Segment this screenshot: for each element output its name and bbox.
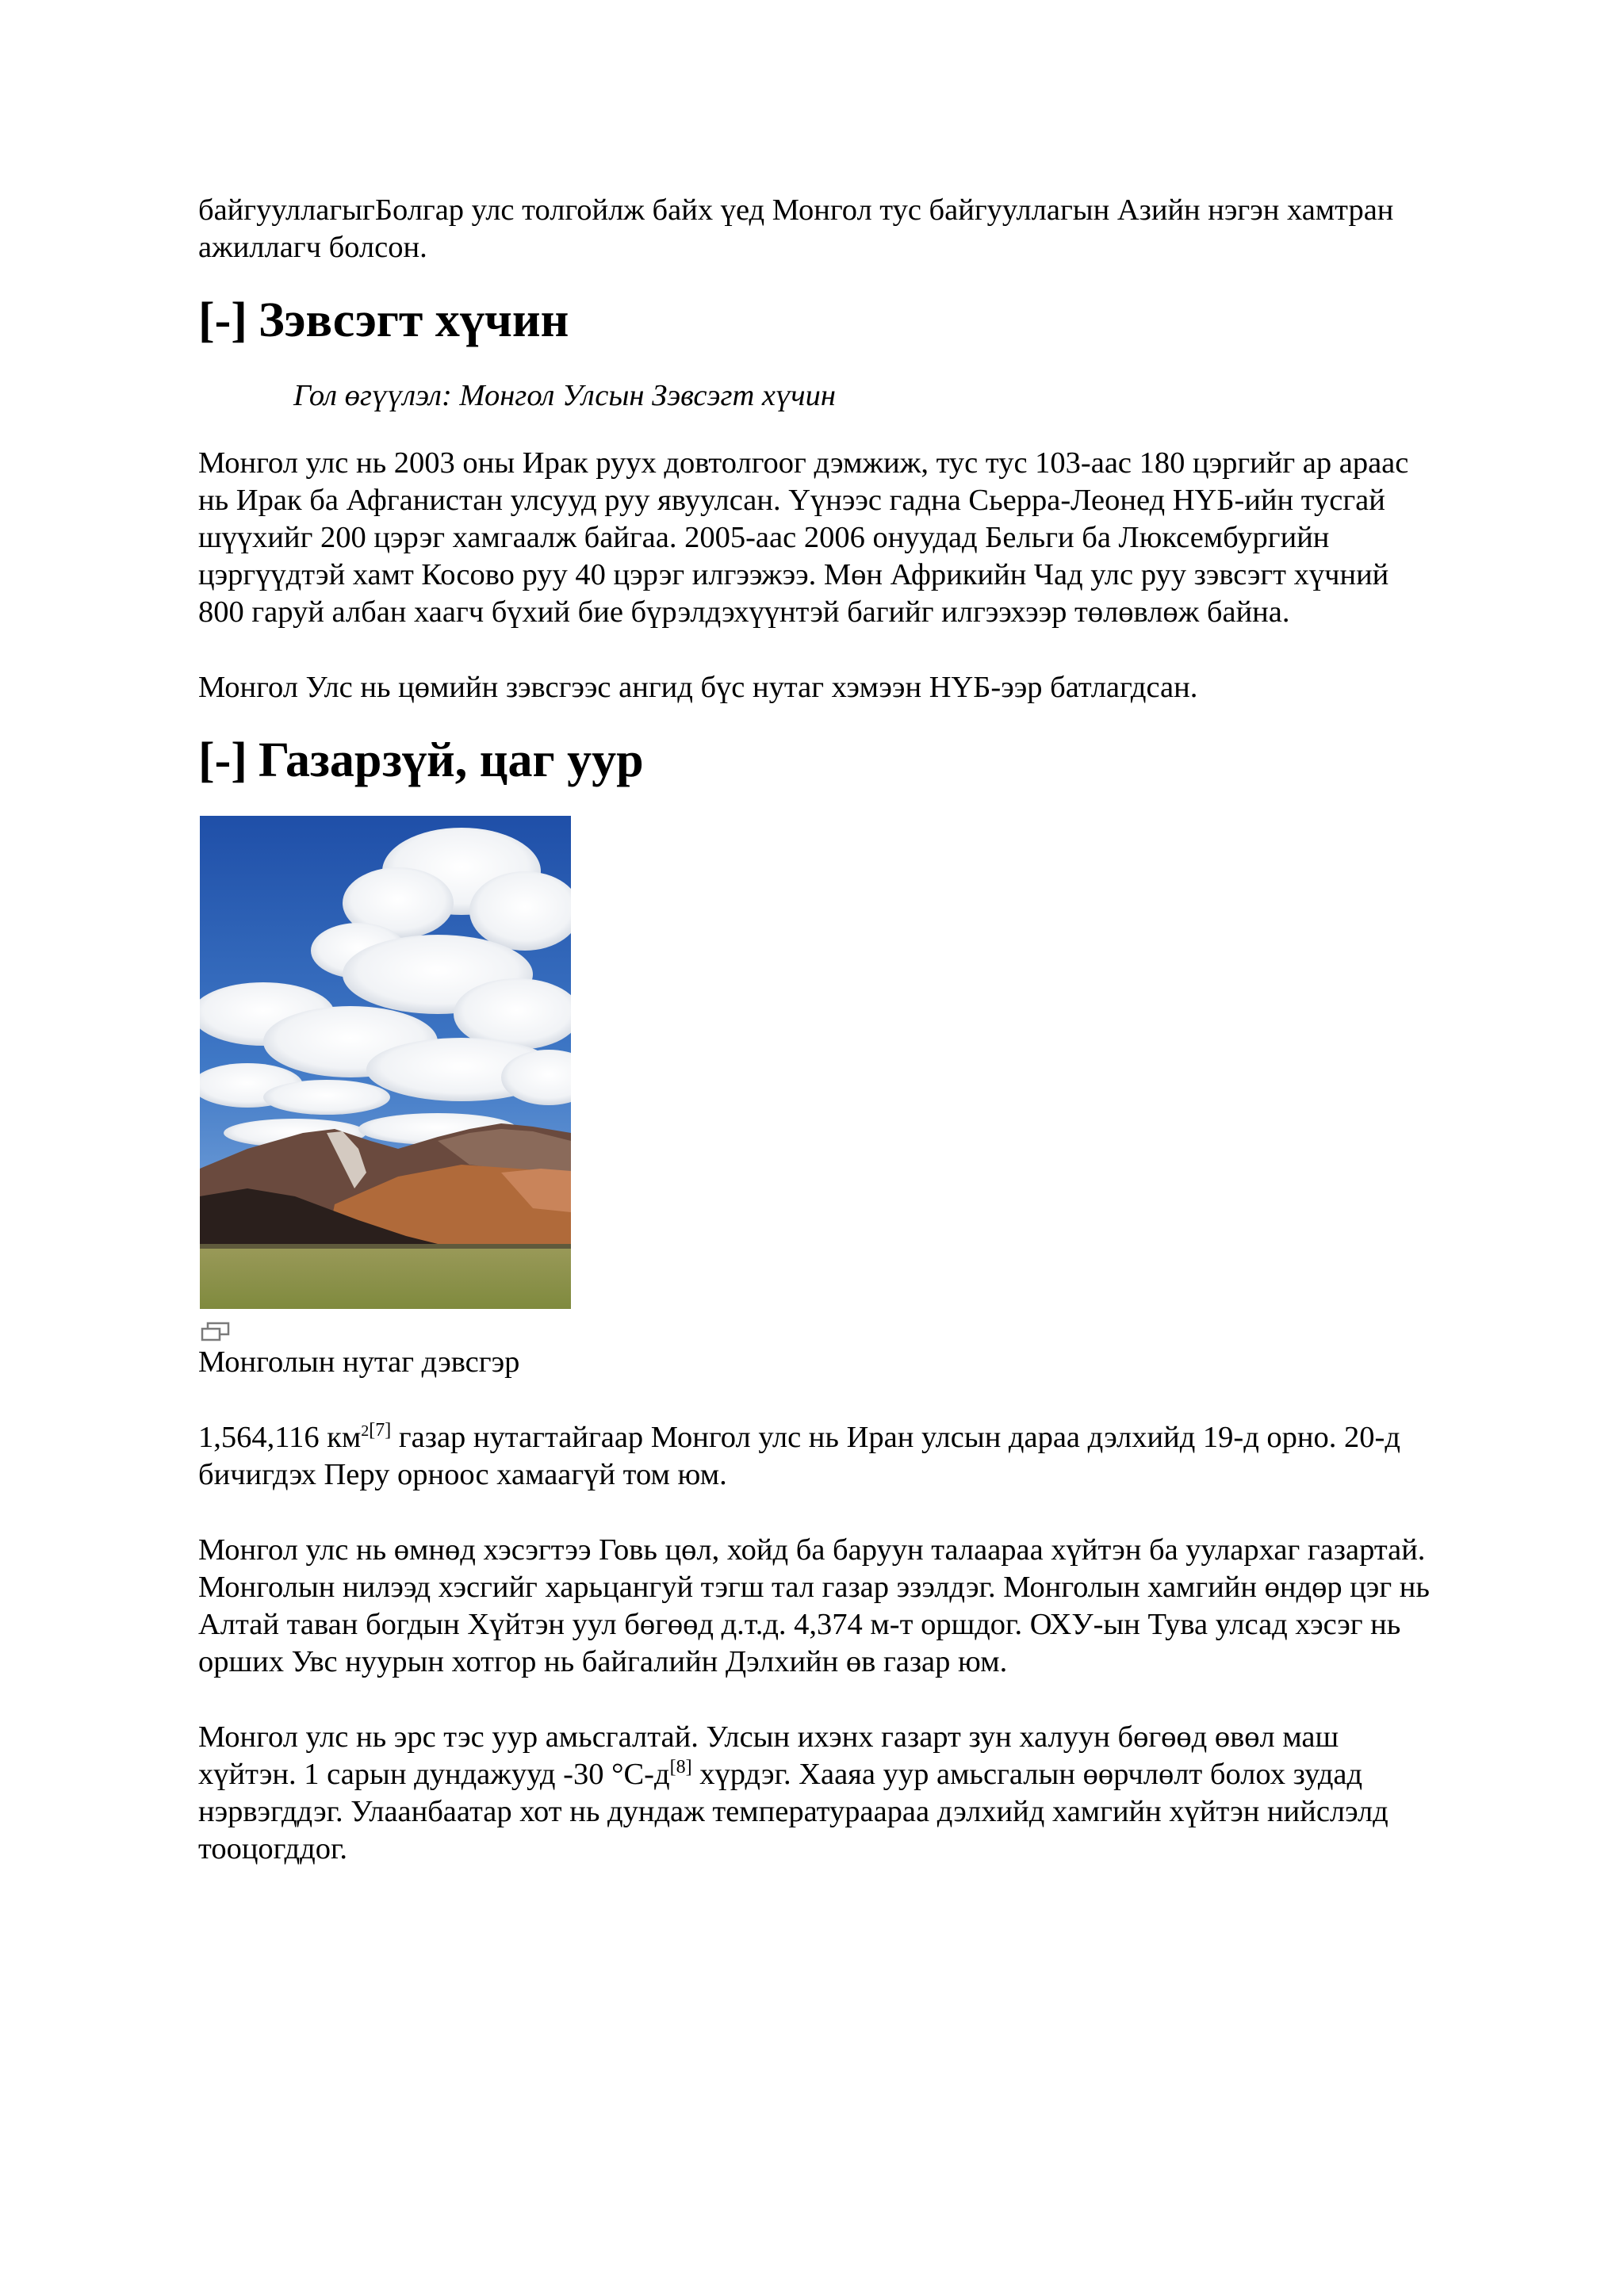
armed-forces-paragraph-1: Монгол улс нь 2003 оны Ирак руух довтолгоог дэмжиж, тус тус 103-аас 180 цэргийг ар араас нь Ирак ба Афганистан улсууд руу явуулсан. Үүнээс гадна Сьерра-Леонед НҮБ-ийн тусгай шүүхийг 200 цэрэг хамгаалж байгаа. 2005-аас 2006 онуудад Бельги ба Люксембургийн цэргүүдтэй хамт Косово руу 40 цэрэг илгээжээ. Мөн Африкийн Чад улс руу зэвсэгт хүчний 800 гаруй албан хаагч бүхий бие бүрэлдэхүүнтэй багийг илгээхээр төлөвлөж байна. [198, 446, 1409, 629]
geography-paragraph-3 [198, 1719, 1435, 1868]
main-article-note: Гол өгүүлэл: Монгол Улсын Зэвсэгт хүчин [293, 379, 836, 412]
area-text: 1,564,116 км [198, 1421, 362, 1454]
section-title: Зэвсэгт хүчин [258, 293, 569, 347]
climate-text-continued: хүрдэг. Хааяа уур амьсгалын өөрчлөлт болох зудад нэрвэгддэг. Улаанбаатар хот нь дундаж температурaараа дэлхийд хамгийн хүйтэн нийслэлд тооцогддог. [198, 1758, 1388, 1866]
reference-link-7[interactable]: [7] [369, 1420, 392, 1441]
section-toggle-link[interactable]: [-] [198, 733, 247, 787]
section-heading-armed-forces [198, 292, 1435, 349]
enlarge-icon[interactable] [200, 1322, 232, 1342]
armed-forces-paragraph-2: Монгол Улс нь цөмийн зэвсгээс ангид бүс нутаг хэмээн НҮБ-ээр батлагдсан. [198, 671, 1198, 704]
square-superscript: 2 [361, 1422, 370, 1441]
climate-text: Монгол улс нь эрс тэс уур амьсгалтай. Улсын ихэнх газарт зун халуун бөгөөд өвөл маш хүйтэн. 1 сарын дундажууд -30 °C-д [198, 1720, 1339, 1791]
area-text-continued: газар нутагтайгаар Монгол улс нь Иран улсын дараа дэлхийд 19-д орно. 20-д бичигдэх Перу орноос хамаагүй том юм. [198, 1421, 1400, 1491]
section-title: Газарзүй, цаг уур [258, 733, 644, 787]
geography-paragraph-1 [198, 1419, 1435, 1494]
reference-link-8[interactable]: [8] [669, 1757, 692, 1778]
intro-paragraph: байгууллагыгБолгар улс толгойлж байх үед Монгол тус байгууллагын Азийн нэгэн хамтран ажиллагч болсон. [198, 193, 1394, 264]
image-caption: Монголын нутаг дэвсгэр [198, 1345, 520, 1379]
section-toggle-link[interactable]: [-] [198, 293, 247, 347]
landscape-photo[interactable] [200, 816, 571, 1309]
article-body [198, 192, 1435, 1868]
geography-paragraph-2: Монгол улс нь өмнөд хэсэгтээ Говь цөл, хойд ба баруун талаараа хүйтэн ба уулархаг газартай. Монголын нилээд хэсгийг харьцангуй тэгш тал газар эзэлдэг. Монголын хамгийн өндөр цэг нь Алтай таван богдын Хүйтэн уул бөгөөд д.т.д. 4,374 м-т оршдог. ОХУ-ын Тува улсад хэсэг нь орших Увс нуурын хотгор нь байгалийн Дэлхийн өв газар юм. [198, 1533, 1430, 1678]
section-heading-geography [198, 732, 1435, 789]
landscape-photo-graphic [200, 816, 571, 1309]
